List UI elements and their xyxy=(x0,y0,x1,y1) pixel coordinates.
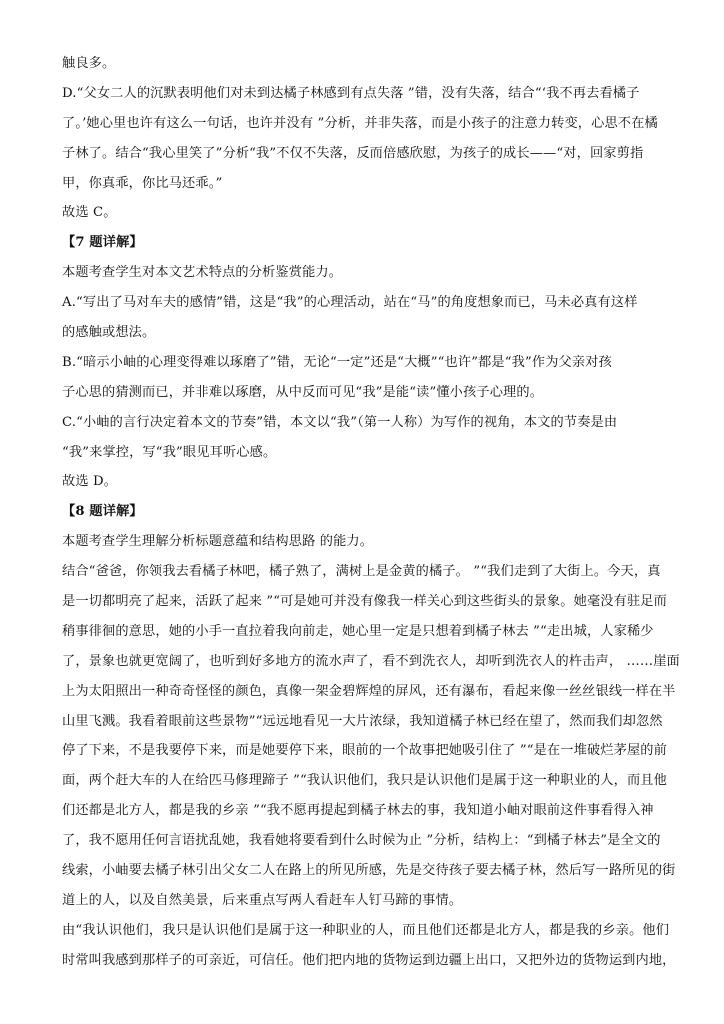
text-line: 子林了。结合“我心里笑了”分析“我”不仅不失落，反而倍感欣慰，为孩子的成长——“对，回家剪指 xyxy=(62,145,644,161)
text-line: 结合“爸爸，你领我去看橘子林吧，橘子熟了，满树上是金黄的橘子。 ”“我们走到了大街上。今天，真 xyxy=(62,564,661,580)
text-line: 们还都是北方人，都是我的乡亲 ”“我不愿再提起到橘子林去的事，我知道小岫对眼前这件事看得入神 xyxy=(62,803,654,819)
text-line: 甲，你真乖，你比马还乖。” xyxy=(62,175,223,191)
text-line: 是一切都明亮了起来，活跃了起来 ”“可是她可并没有像我一样关心到这些街头的景象。她毫没有驻足而 xyxy=(62,594,667,610)
text-line: 上为太阳照出一种奇奇怪怪的颜色，真像一架金碧辉煌的屏风，还有瀑布，看起来像一丝丝银线一样在半 xyxy=(62,683,676,699)
text-line: 了，景象也就更宽阔了，也听到好多地方的流水声了，看不到洗衣人，却听到洗衣人的杵击声， ……崖面 xyxy=(62,653,680,669)
text-line: 时常叫我感到那样子的可亲近，可信任。他们把内地的货物运到边疆上出口，又把外边的货物运到内地， xyxy=(62,952,676,968)
text-line: 故选 C。 xyxy=(62,205,117,221)
text-line: 触良多。 xyxy=(62,56,116,71)
text-line: 本题考查学生对本文艺术特点的分析鉴赏能力。 xyxy=(62,265,343,281)
text-line: D.“父女二人的沉默表明他们对未到达橘子林感到有点失落 ”错，没有失落，结合“‘我不再去看橘子 xyxy=(62,85,640,101)
text-line: 子心思的猜测而已，并非难以琢磨，从中反而可见“我”是能“读”懂小孩子心理的。 xyxy=(62,384,544,400)
text-line: 的感触或想法。 xyxy=(62,325,156,341)
text-line: 面，两个赶大车的人在给匹马修理蹄子 ”“我认识他们，我只是认识他们是属于这一种职业的人，而且他 xyxy=(62,773,667,789)
text-line: 稍事徘徊的意思，她的小手一直拉着我向前走，她心里一定是只想着到橘子林去 ”“走出城，人家稀少 xyxy=(62,623,654,639)
text-line: “我”来掌控，写“我”眼见耳听心感。 xyxy=(62,444,277,460)
text-line: 由“我认识他们，我只是认识他们是属于这一种职业的人，而且他们还都是北方人，都是我的乡亲。他们 xyxy=(62,922,670,938)
text-line: 山里飞溅。我看着眼前这些景物”“远远地看见一大片浓绿，我知道橘子林已经在望了，然而我们却忽然 xyxy=(62,713,663,729)
text-line: 了，我不愿用任何言语扰乱她，我看她将要看到什么时候为止 ”分析，结构上：“到橘子林去”是全文的 xyxy=(62,833,661,849)
text-line: B.“暗示小岫的心理变得难以琢磨了”错，无论“一定”还是“大概”“也许”都是“我”作为父亲对孩 xyxy=(62,354,612,370)
text-line: 故选 D。 xyxy=(62,474,118,490)
text-line: 本题考查学生理解分析标题意蕴和结构思路 的能力。 xyxy=(62,534,374,550)
section-heading: 【8 题详解】 xyxy=(62,504,143,520)
section-heading: 【7 题详解】 xyxy=(62,235,143,251)
text-line: 了。’她心里也许有这么一句话，也许并没有 ”分析，并非失落，而是小孩子的注意力转变，心思不在橘 xyxy=(62,115,658,131)
document-page xyxy=(62,56,680,983)
text-line: 停了下来，不是我要停下来，而是她要停下来，眼前的一个故事把她吸引住了 ”“是在一堆破烂茅屋的前 xyxy=(62,743,667,759)
text-line: 道上的人，以及自然美景，后来重点写两人看赶车人钉马蹄的事情。 xyxy=(62,892,463,908)
text-line: 线索，小岫要去橘子林引出父女二人在路上的所见所感，先是交待孩子要去橘子林，然后写一路所见的街 xyxy=(62,863,676,879)
text-line: A.“写出了马对车夫的感情”错，这是“我”的心理活动，站在“马”的角度想象而已，马未必真有这样 xyxy=(62,295,638,311)
text-line: C.“小岫的言行决定着本文的节奏”错，本文以“我”（第一人称）为写作的视角，本文的节奏是由 xyxy=(62,414,618,430)
